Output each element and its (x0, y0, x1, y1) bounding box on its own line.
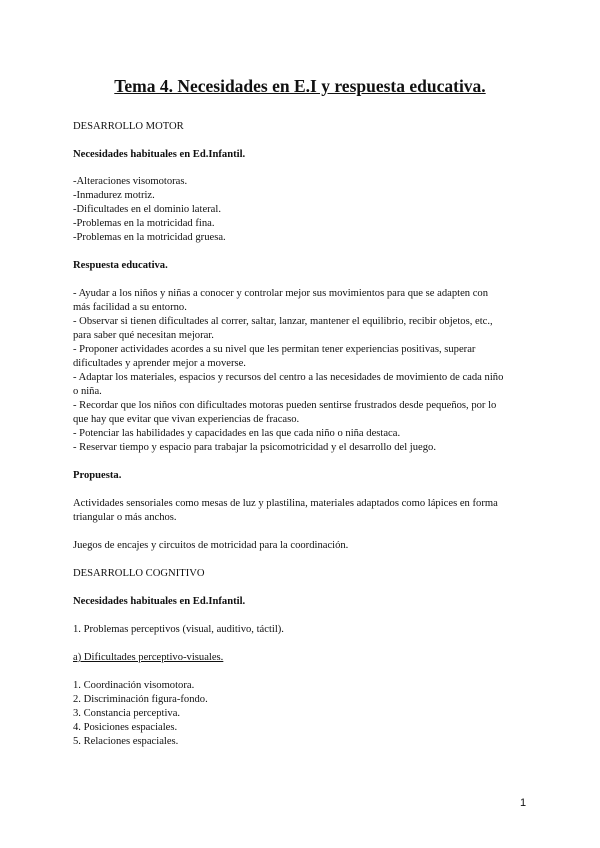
response-line: - Proponer actividades acordes a su nivel que les permitan tener experiencias positivas, superar (73, 344, 476, 355)
cognitive-list-item: 5. Relaciones espaciales. (73, 736, 179, 747)
section-heading-cognitive: DESARROLLO COGNITIVO (73, 568, 205, 579)
response-line: más facilidad a su entorno. (73, 302, 187, 313)
response-line: o niña. (73, 386, 102, 397)
needs-heading-cognitive: Necesidades habituales en Ed.Infantil. (73, 596, 246, 607)
needs-heading-motor: Necesidades habituales en Ed.Infantil. (73, 149, 246, 160)
response-line: - Adaptar los materiales, espacios y recursos del centro a las necesidades de movimiento de cada niño (73, 372, 504, 383)
cognitive-list-item: 3. Constancia perceptiva. (73, 708, 181, 719)
motor-need-item: -Problemas en la motricidad fina. (73, 218, 215, 229)
motor-need-item: -Dificultades en el dominio lateral. (73, 204, 221, 215)
page-title: Tema 4. Necesidades en E.I y respuesta educativa. (114, 76, 486, 96)
response-line: - Recordar que los niños con dificultades motoras pueden sentirse frustrados desde pequeños, por lo (73, 400, 497, 411)
cognitive-list-item: 4. Posiciones espaciales. (73, 722, 178, 733)
cognitive-item: 1. Problemas perceptivos (visual, auditivo, táctil). (73, 624, 284, 635)
motor-need-item: -Alteraciones visomotoras. (73, 176, 188, 187)
response-heading: Respuesta educativa. (73, 260, 168, 271)
response-line: dificultades y aprender mejor a moverse. (73, 358, 246, 369)
response-line: - Observar si tienen dificultades al correr, saltar, lanzar, mantener el equilibrio, recibir objetos, etc., (73, 316, 493, 327)
response-line: que hay que evitar que vivan experiencias de fracaso. (73, 414, 300, 425)
section-heading-motor: DESARROLLO MOTOR (73, 121, 184, 132)
proposal-line: triangular o más anchos. (73, 512, 177, 523)
response-line: para saber qué necesitan mejorar. (73, 330, 214, 341)
motor-need-item: -Problemas en la motricidad gruesa. (73, 232, 226, 243)
response-line: - Reservar tiempo y espacio para trabajar la psicomotricidad y el desarrollo del juego. (73, 442, 436, 453)
response-line: - Ayudar a los niños y niñas a conocer y controlar mejor sus movimientos para que se adapten con (73, 288, 489, 299)
motor-need-item: -Inmadurez motriz. (73, 190, 155, 201)
cognitive-list-item: 2. Discriminación figura-fondo. (73, 694, 208, 705)
proposal-heading: Propuesta. (73, 470, 122, 481)
page-number: 1 (520, 797, 527, 809)
response-line: - Potenciar las habilidades y capacidades en las que cada niño o niña destaca. (73, 428, 401, 439)
cognitive-list-item: 1. Coordinación visomotora. (73, 680, 195, 691)
proposal-line: Actividades sensoriales como mesas de luz y plastilina, materiales adaptados como lápices en forma (73, 498, 498, 509)
cognitive-subheading: a) Dificultades perceptivo-visuales. (73, 652, 224, 663)
proposal-extra: Juegos de encajes y circuitos de motricidad para la coordinación. (73, 540, 349, 551)
